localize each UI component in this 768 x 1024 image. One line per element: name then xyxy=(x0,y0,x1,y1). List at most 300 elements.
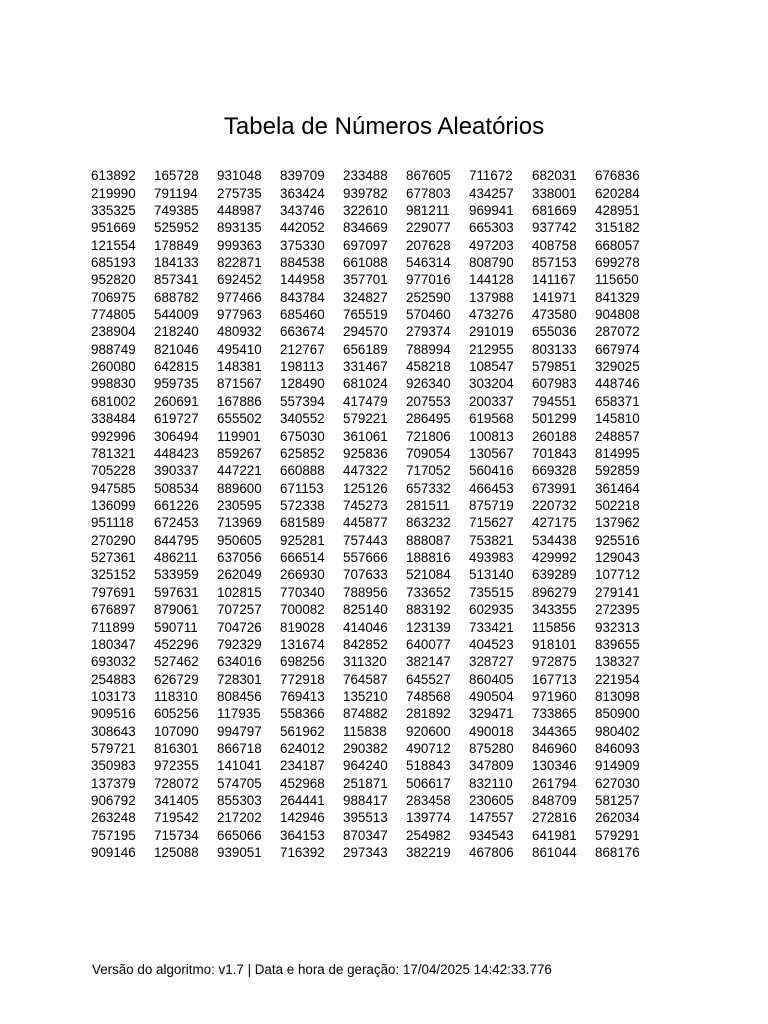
table-cell: 667974 xyxy=(595,341,640,357)
table-cell: 657332 xyxy=(406,480,451,496)
table-cell: 266930 xyxy=(280,567,325,583)
table-cell: 700082 xyxy=(280,602,325,618)
table-cell: 757195 xyxy=(91,827,136,843)
table-row xyxy=(91,219,650,236)
table-cell: 165728 xyxy=(154,168,199,184)
table-cell: 315182 xyxy=(595,220,640,236)
table-cell: 501299 xyxy=(532,411,577,427)
table-cell: 281511 xyxy=(406,498,450,513)
table-cell: 408758 xyxy=(532,237,577,253)
table-cell: 875280 xyxy=(469,741,514,757)
table-cell: 108547 xyxy=(469,359,514,375)
table-cell: 971960 xyxy=(532,688,577,704)
table-cell: 874882 xyxy=(343,706,388,722)
table-cell: 452968 xyxy=(280,775,325,791)
table-cell: 212955 xyxy=(469,341,514,357)
table-cell: 661226 xyxy=(154,498,199,513)
table-row xyxy=(91,289,650,306)
table-cell: 688782 xyxy=(154,289,199,305)
table-row xyxy=(91,618,650,635)
table-cell: 733421 xyxy=(469,619,514,635)
table-cell: 361464 xyxy=(595,480,640,496)
table-cell: 685460 xyxy=(280,307,325,323)
table-row xyxy=(91,653,650,670)
table-cell: 909146 xyxy=(91,845,136,861)
table-cell: 534438 xyxy=(532,532,577,548)
table-cell: 772918 xyxy=(280,671,325,687)
table-cell: 671153 xyxy=(280,480,324,496)
table-cell: 395513 xyxy=(343,810,388,826)
table-cell: 467806 xyxy=(469,845,514,861)
table-cell: 452296 xyxy=(154,636,199,652)
table-cell: 988417 xyxy=(343,793,388,809)
table-cell: 138327 xyxy=(595,654,640,670)
table-cell: 655036 xyxy=(532,324,577,340)
table-cell: 866718 xyxy=(217,741,262,757)
table-cell: 107712 xyxy=(595,567,640,583)
table-cell: 145810 xyxy=(595,411,640,427)
table-cell: 579851 xyxy=(532,359,577,375)
table-row xyxy=(91,705,650,722)
table-cell: 238904 xyxy=(91,324,136,340)
table-cell: 579221 xyxy=(343,411,388,427)
table-row xyxy=(91,427,650,444)
table-cell: 661088 xyxy=(343,254,388,270)
table-cell: 860405 xyxy=(469,671,514,687)
table-cell: 879061 xyxy=(154,602,199,618)
table-cell: 188816 xyxy=(406,550,451,566)
table-row xyxy=(91,809,650,826)
table-cell: 217202 xyxy=(217,810,262,826)
table-row xyxy=(91,549,650,566)
table-cell: 234187 xyxy=(280,758,325,774)
table-cell: 306494 xyxy=(154,428,199,444)
table-cell: 675030 xyxy=(280,428,325,444)
table-cell: 977963 xyxy=(217,307,262,323)
table-cell: 260188 xyxy=(532,428,577,444)
page-title: Tabela de Números Aleatórios xyxy=(223,113,545,140)
table-cell: 765519 xyxy=(343,307,388,323)
table-cell: 581257 xyxy=(595,793,640,809)
table-cell: 893135 xyxy=(217,220,262,236)
table-cell: 859267 xyxy=(217,445,262,461)
table-cell: 117935 xyxy=(217,706,261,722)
table-cell: 382219 xyxy=(406,845,451,861)
table-cell: 200337 xyxy=(469,393,514,409)
table-cell: 947585 xyxy=(91,480,136,496)
table-cell: 513140 xyxy=(469,567,514,583)
table-cell: 889600 xyxy=(217,480,262,496)
table-cell: 141167 xyxy=(532,272,576,288)
table-cell: 701843 xyxy=(532,445,577,461)
table-cell: 645527 xyxy=(406,671,451,687)
table-cell: 920600 xyxy=(406,723,451,739)
table-cell: 711899 xyxy=(91,619,135,635)
table-cell: 343746 xyxy=(280,202,325,218)
table-cell: 139774 xyxy=(406,810,451,826)
table-cell: 142946 xyxy=(280,810,325,826)
table-cell: 707633 xyxy=(343,567,388,583)
table-row xyxy=(91,670,650,687)
table-cell: 118310 xyxy=(154,688,198,704)
table-cell: 959735 xyxy=(154,376,199,392)
table-cell: 665066 xyxy=(217,827,262,843)
table-cell: 544009 xyxy=(154,307,199,323)
table-cell: 626729 xyxy=(154,671,199,687)
table-cell: 868176 xyxy=(595,845,640,861)
table-cell: 721806 xyxy=(406,428,451,444)
table-cell: 429992 xyxy=(532,550,577,566)
table-cell: 533959 xyxy=(154,567,199,583)
table-cell: 781321 xyxy=(91,445,136,461)
table-cell: 640077 xyxy=(406,636,451,652)
table-cell: 681002 xyxy=(91,393,136,409)
table-row xyxy=(91,688,650,705)
random-numbers-table xyxy=(91,167,650,861)
table-cell: 574705 xyxy=(217,775,262,791)
table-cell: 115650 xyxy=(595,272,639,288)
table-cell: 883192 xyxy=(406,602,451,618)
table-row xyxy=(91,445,650,462)
table-cell: 769413 xyxy=(280,688,325,704)
table-row xyxy=(91,792,650,809)
table-row xyxy=(91,375,650,392)
table-cell: 950605 xyxy=(217,532,262,548)
table-cell: 825140 xyxy=(343,602,388,618)
table-cell: 839655 xyxy=(595,636,640,652)
table-cell: 558366 xyxy=(280,706,325,722)
table-cell: 822871 xyxy=(217,254,262,270)
table-cell: 745273 xyxy=(343,498,388,513)
table-cell: 620284 xyxy=(595,185,640,201)
table-cell: 682031 xyxy=(532,168,577,184)
table-cell: 448746 xyxy=(595,376,640,392)
table-cell: 698256 xyxy=(280,654,325,670)
table-body xyxy=(91,167,650,861)
table-cell: 508534 xyxy=(154,480,199,496)
table-cell: 184133 xyxy=(154,254,199,270)
table-cell: 343355 xyxy=(532,602,577,618)
table-cell: 663674 xyxy=(280,324,325,340)
table-cell: 344365 xyxy=(532,723,577,739)
table-cell: 613892 xyxy=(91,168,136,184)
table-cell: 570460 xyxy=(406,307,451,323)
table-cell: 668057 xyxy=(595,237,640,253)
table-cell: 447221 xyxy=(217,463,262,479)
table-cell: 290382 xyxy=(343,741,388,757)
table-cell: 473580 xyxy=(532,307,577,323)
table-cell: 992996 xyxy=(91,428,136,444)
table-cell: 221954 xyxy=(595,671,640,687)
table-cell: 757443 xyxy=(343,532,388,548)
table-row xyxy=(91,323,650,340)
table-cell: 925516 xyxy=(595,532,640,548)
table-cell: 490712 xyxy=(406,741,451,757)
table-cell: 180347 xyxy=(91,636,136,652)
table-cell: 748568 xyxy=(406,688,451,704)
table-cell: 728301 xyxy=(217,671,262,687)
table-cell: 329025 xyxy=(595,359,640,375)
table-cell: 262049 xyxy=(217,567,262,583)
table-cell: 141971 xyxy=(532,289,577,305)
table-row xyxy=(91,184,650,201)
table-cell: 297343 xyxy=(343,845,388,861)
table-cell: 272395 xyxy=(595,602,640,618)
table-cell: 251871 xyxy=(343,775,388,791)
table-cell: 592859 xyxy=(595,463,640,479)
table-cell: 934543 xyxy=(469,827,514,843)
table-cell: 557394 xyxy=(280,393,325,409)
table-cell: 130567 xyxy=(469,445,514,461)
table-cell: 107090 xyxy=(154,723,199,739)
table-cell: 527462 xyxy=(154,654,199,670)
table-cell: 335325 xyxy=(91,202,136,218)
table-cell: 964240 xyxy=(343,758,388,774)
table-cell: 676897 xyxy=(91,602,136,618)
table-cell: 848709 xyxy=(532,793,577,809)
table-row xyxy=(91,584,650,601)
table-cell: 699278 xyxy=(595,254,640,270)
table-cell: 493983 xyxy=(469,550,514,566)
table-cell: 914909 xyxy=(595,758,640,774)
table-cell: 283458 xyxy=(406,793,451,809)
table-cell: 303204 xyxy=(469,376,514,392)
table-cell: 448987 xyxy=(217,202,262,218)
table-cell: 167713 xyxy=(532,671,577,687)
table-cell: 749385 xyxy=(154,202,199,218)
table-cell: 624012 xyxy=(280,741,325,757)
table-cell: 791194 xyxy=(154,185,198,201)
table-cell: 102815 xyxy=(217,584,262,600)
table-cell: 129043 xyxy=(595,550,640,566)
table-cell: 896279 xyxy=(532,584,577,600)
table-cell: 788956 xyxy=(343,584,388,600)
table-cell: 561962 xyxy=(280,723,325,739)
table-cell: 447322 xyxy=(343,463,388,479)
table-cell: 821046 xyxy=(154,341,199,357)
table-cell: 270290 xyxy=(91,532,136,548)
table-cell: 128490 xyxy=(280,376,325,392)
table-cell: 263248 xyxy=(91,810,136,826)
table-cell: 361061 xyxy=(343,428,388,444)
table-cell: 579291 xyxy=(595,827,640,843)
table-cell: 676836 xyxy=(595,168,640,184)
table-cell: 939051 xyxy=(217,845,262,861)
table-cell: 619727 xyxy=(154,411,199,427)
table-cell: 497203 xyxy=(469,237,514,253)
table-row xyxy=(91,723,650,740)
table-cell: 502218 xyxy=(595,498,640,513)
table-row xyxy=(91,636,650,653)
table-cell: 338484 xyxy=(91,411,136,427)
table-cell: 525952 xyxy=(154,220,199,236)
table-cell: 770340 xyxy=(280,584,325,600)
table-cell: 125126 xyxy=(343,480,388,496)
table-cell: 279374 xyxy=(406,324,451,340)
table-cell: 248857 xyxy=(595,428,640,444)
table-cell: 634016 xyxy=(217,654,262,670)
table-row xyxy=(91,393,650,410)
table-cell: 931048 xyxy=(217,168,262,184)
table-cell: 904808 xyxy=(595,307,640,323)
table-cell: 546314 xyxy=(406,254,451,270)
table-row xyxy=(91,254,650,271)
table-cell: 340552 xyxy=(280,411,325,427)
table-cell: 666514 xyxy=(280,550,325,566)
table-cell: 655502 xyxy=(217,411,262,427)
table-cell: 861044 xyxy=(532,845,577,861)
table-cell: 233488 xyxy=(343,168,388,184)
table-cell: 602935 xyxy=(469,602,514,618)
table-cell: 846093 xyxy=(595,741,640,757)
table-row xyxy=(91,844,650,861)
table-cell: 855303 xyxy=(217,793,262,809)
table-cell: 131674 xyxy=(280,636,325,652)
table-cell: 641981 xyxy=(532,827,577,843)
table-cell: 981211 xyxy=(406,202,450,218)
table-cell: 490018 xyxy=(469,723,514,739)
table-cell: 685193 xyxy=(91,254,136,270)
table-cell: 123139 xyxy=(406,619,451,635)
table-cell: 473276 xyxy=(469,307,514,323)
table-cell: 994797 xyxy=(217,723,262,739)
table-row xyxy=(91,740,650,757)
table-cell: 999363 xyxy=(217,237,262,253)
table-cell: 988749 xyxy=(91,341,136,357)
table-cell: 220732 xyxy=(532,498,577,513)
table-cell: 328727 xyxy=(469,654,514,670)
table-cell: 130346 xyxy=(532,758,577,774)
table-cell: 909516 xyxy=(91,706,136,722)
table-cell: 230605 xyxy=(469,793,514,809)
table-cell: 764587 xyxy=(343,671,388,687)
table-cell: 115838 xyxy=(343,723,387,739)
table-cell: 884538 xyxy=(280,254,325,270)
table-cell: 692452 xyxy=(217,272,262,288)
table-cell: 260080 xyxy=(91,359,136,375)
table-row xyxy=(91,306,650,323)
table-cell: 364153 xyxy=(280,827,325,843)
table-row xyxy=(91,757,650,774)
table-cell: 819028 xyxy=(280,619,325,635)
table-cell: 857341 xyxy=(154,272,199,288)
table-cell: 144958 xyxy=(280,272,325,288)
table-cell: 918101 xyxy=(532,636,577,652)
table-row xyxy=(91,497,650,514)
table-cell: 839709 xyxy=(280,168,325,184)
table-cell: 972355 xyxy=(154,758,199,774)
table-cell: 625852 xyxy=(280,445,325,461)
table-cell: 719542 xyxy=(154,810,199,826)
table-cell: 871567 xyxy=(217,376,262,392)
table-cell: 969941 xyxy=(469,202,514,218)
table-cell: 148381 xyxy=(217,359,262,375)
table-cell: 716392 xyxy=(280,845,325,861)
table-cell: 141041 xyxy=(217,758,262,774)
table-row xyxy=(91,566,650,583)
table-cell: 951669 xyxy=(91,220,136,236)
table-cell: 219990 xyxy=(91,185,136,201)
table-cell: 681024 xyxy=(343,376,388,392)
table-row xyxy=(91,532,650,549)
table-row xyxy=(91,358,650,375)
table-cell: 711672 xyxy=(469,168,513,184)
table-cell: 844795 xyxy=(154,532,199,548)
table-cell: 888087 xyxy=(406,532,451,548)
table-cell: 977466 xyxy=(217,289,262,305)
table-cell: 137962 xyxy=(595,515,640,531)
table-cell: 875719 xyxy=(469,498,514,513)
table-cell: 125088 xyxy=(154,845,199,861)
table-cell: 445877 xyxy=(343,515,388,531)
table-cell: 660888 xyxy=(280,463,325,479)
table-cell: 264441 xyxy=(280,793,325,809)
table-cell: 490504 xyxy=(469,688,514,704)
table-cell: 147557 xyxy=(469,810,514,826)
table-cell: 639289 xyxy=(532,567,577,583)
table-cell: 709054 xyxy=(406,445,451,461)
table-cell: 331467 xyxy=(343,359,388,375)
table-row xyxy=(91,202,650,219)
table-cell: 579721 xyxy=(91,741,136,757)
table-cell: 261794 xyxy=(532,775,577,791)
table-cell: 792329 xyxy=(217,636,262,652)
table-cell: 735515 xyxy=(469,584,514,600)
table-cell: 713969 xyxy=(217,515,262,531)
table-cell: 119901 xyxy=(217,428,261,444)
table-cell: 417479 xyxy=(343,393,388,409)
table-cell: 681589 xyxy=(280,515,325,531)
table-cell: 260691 xyxy=(154,393,199,409)
table-cell: 706975 xyxy=(91,289,136,305)
table-cell: 669328 xyxy=(532,463,577,479)
table-cell: 363424 xyxy=(280,185,325,201)
table-cell: 972875 xyxy=(532,654,577,670)
table-cell: 832110 xyxy=(469,775,513,791)
table-cell: 281892 xyxy=(406,706,451,722)
table-cell: 846960 xyxy=(532,741,577,757)
table-cell: 121554 xyxy=(91,237,136,253)
table-cell: 925281 xyxy=(280,532,325,548)
table-cell: 347809 xyxy=(469,758,514,774)
table-cell: 677803 xyxy=(406,185,451,201)
table-cell: 414046 xyxy=(343,619,388,635)
table-cell: 486211 xyxy=(154,550,198,566)
table-cell: 681669 xyxy=(532,202,577,218)
table-cell: 808456 xyxy=(217,688,262,704)
table-cell: 137988 xyxy=(469,289,514,305)
table-cell: 977016 xyxy=(406,272,451,288)
table-cell: 733865 xyxy=(532,706,577,722)
table-cell: 707257 xyxy=(217,602,262,618)
table-cell: 717052 xyxy=(406,463,451,479)
table-cell: 262034 xyxy=(595,810,640,826)
table-cell: 998830 xyxy=(91,376,136,392)
table-cell: 813098 xyxy=(595,688,640,704)
table-cell: 427175 xyxy=(532,515,577,531)
table-cell: 382147 xyxy=(406,654,451,670)
table-cell: 867605 xyxy=(406,168,451,184)
table-cell: 843784 xyxy=(280,289,325,305)
table-cell: 951118 xyxy=(91,515,134,531)
table-cell: 506617 xyxy=(406,775,451,791)
table-row xyxy=(91,271,650,288)
table-cell: 753821 xyxy=(469,532,514,548)
table-cell: 466453 xyxy=(469,480,514,496)
table-cell: 658371 xyxy=(595,393,640,409)
table-cell: 480932 xyxy=(217,324,262,340)
table-cell: 229077 xyxy=(406,220,451,236)
